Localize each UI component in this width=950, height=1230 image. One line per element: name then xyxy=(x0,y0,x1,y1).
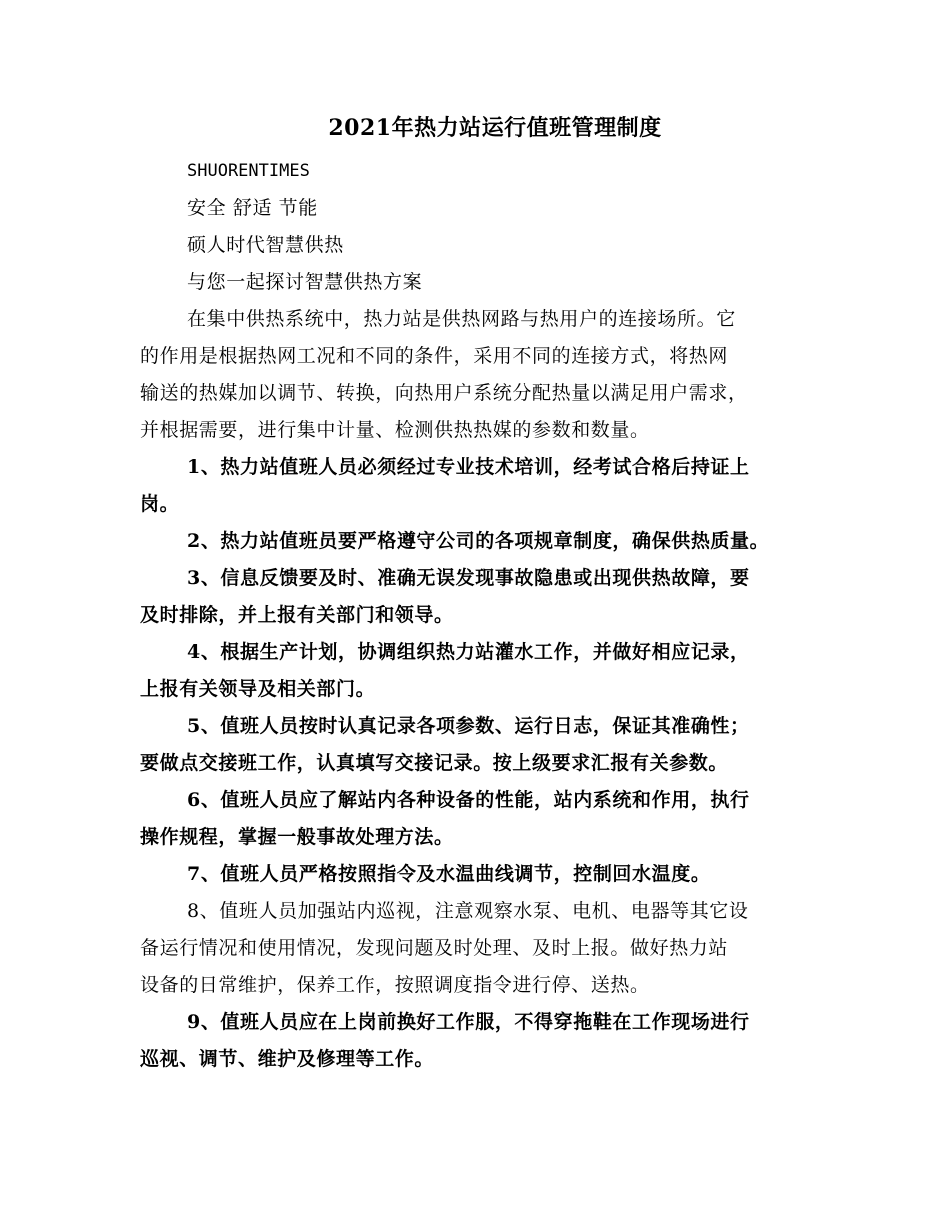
rule-8-line: 8、值班人员加强站内巡视，注意观察水泵、电机、电器等其它设 xyxy=(187,900,749,922)
rule-6-line: 操作规程，掌握一般事故处理方法。 xyxy=(140,826,454,848)
rule-1-line: 岗。 xyxy=(140,493,180,515)
header-line-brand: SHUORENTIMES xyxy=(187,161,310,181)
header-line-company: 硕人时代智慧供热 xyxy=(187,234,344,256)
rule-4-line: 4、根据生产计划，协调组织热力站灌水工作，并做好相应记录， xyxy=(187,641,750,663)
rule-5-line: 5、值班人员按时认真记录各项参数、运行日志，保证其准确性； xyxy=(187,715,750,737)
intro-line: 在集中供热系统中，热力站是供热网路与热用户的连接场所。它 xyxy=(187,308,736,330)
rule-4-line: 上报有关领导及相关部门。 xyxy=(140,678,376,700)
rule-7-line: 7、值班人员严格按照指令及水温曲线调节，控制回水温度。 xyxy=(187,863,711,885)
rule-8-line: 备运行情况和使用情况，发现问题及时处理、及时上报。做好热力站 xyxy=(140,937,729,959)
rule-5-line: 要做点交接班工作，认真填写交接记录。按上级要求汇报有关参数。 xyxy=(140,752,729,774)
rule-9-line: 巡视、调节、维护及修理等工作。 xyxy=(140,1048,435,1070)
intro-line: 输送的热媒加以调节、转换，向热用户系统分配热量以满足用户需求， xyxy=(140,382,748,404)
intro-line: 并根据需要，进行集中计量、检测供热热媒的参数和数量。 xyxy=(140,419,650,441)
rule-8-line: 设备的日常维护，保养工作，按照调度指令进行停、送热。 xyxy=(140,974,650,996)
rule-3-line: 及时排除，并上报有关部门和领导。 xyxy=(140,604,454,626)
rule-1-line: 1、热力站值班人员必须经过专业技术培训，经考试合格后持证上 xyxy=(187,456,750,478)
header-line-slogan: 安全 舒适 节能 xyxy=(187,197,318,219)
intro-line: 的作用是根据热网工况和不同的条件，采用不同的连接方式，将热网 xyxy=(140,345,729,367)
rule-2-line: 2、热力站值班员要严格遵守公司的各项规章制度，确保供热质量。 xyxy=(187,530,770,552)
rule-3-line: 3、信息反馈要及时、准确无误发现事故隐患或出现供热故障，要 xyxy=(187,567,750,589)
rule-9-line: 9、值班人员应在上岗前换好工作服，不得穿拖鞋在工作现场进行 xyxy=(187,1011,750,1033)
header-line-tagline: 与您一起探讨智慧供热方案 xyxy=(187,271,423,293)
document-title: 2021年热力站运行值班管理制度 xyxy=(328,115,662,141)
rule-6-line: 6、值班人员应了解站内各种设备的性能，站内系统和作用，执行 xyxy=(187,789,750,811)
